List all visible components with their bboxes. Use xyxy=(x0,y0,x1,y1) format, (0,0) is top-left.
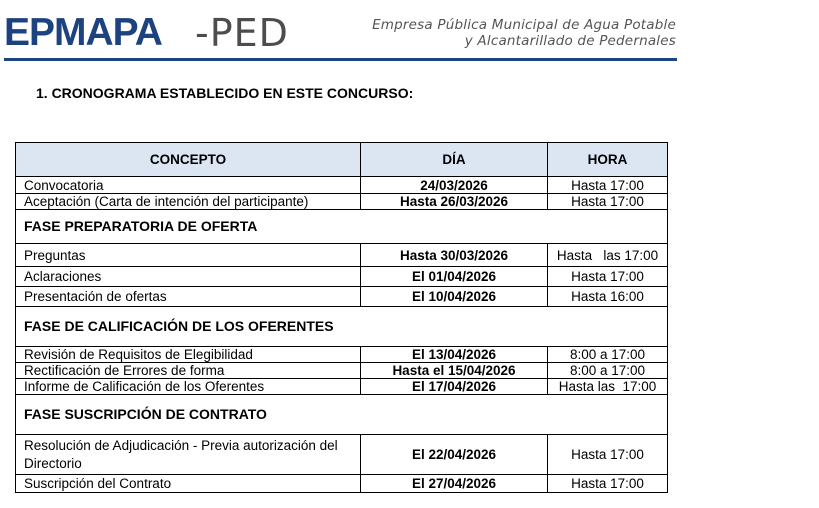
organization-name-line1: Empresa Pública Municipal de Agua Potable xyxy=(372,17,676,33)
day-cell: Hasta 30/03/2026 xyxy=(361,244,548,267)
table-row xyxy=(16,435,668,475)
table-row xyxy=(16,267,668,287)
phase-title: FASE PREPARATORIA DE OFERTA xyxy=(16,210,668,244)
organization-name-line2: y Alcantarillado de Pedernales xyxy=(464,33,676,49)
concept-cell: Rectificación de Errores de forma xyxy=(16,363,361,379)
logo-suffix: -PED xyxy=(195,11,289,55)
day-cell: El 27/04/2026 xyxy=(361,475,548,493)
concept-cell: Informe de Calificación de los Oferentes xyxy=(16,379,361,395)
column-header-day: DÍA xyxy=(361,143,548,177)
phase-title: FASE SUSCRIPCIÓN DE CONTRATO xyxy=(16,395,668,435)
phase-title: FASE DE CALIFICACIÓN DE LOS OFERENTES xyxy=(16,307,668,347)
time-cell: Hasta las 17:00 xyxy=(548,244,668,267)
organization-name xyxy=(372,17,676,49)
time-cell: Hasta 17:00 xyxy=(548,194,668,210)
concept-cell: Aclaraciones xyxy=(16,267,361,287)
time-cell: Hasta 16:00 xyxy=(548,287,668,307)
day-cell: El 13/04/2026 xyxy=(361,347,548,363)
table-row xyxy=(16,177,668,194)
concept-cell: Convocatoria xyxy=(16,177,361,194)
day-cell: El 01/04/2026 xyxy=(361,267,548,287)
phase-row xyxy=(16,307,668,347)
time-cell: Hasta las 17:00 xyxy=(548,379,668,395)
table-row xyxy=(16,363,668,379)
header-divider xyxy=(4,58,677,61)
table-row xyxy=(16,244,668,267)
column-header-time: HORA xyxy=(548,143,668,177)
time-cell: Hasta 17:00 xyxy=(548,435,668,475)
column-header-concept: CONCEPTO xyxy=(16,143,361,177)
day-cell: Hasta 26/03/2026 xyxy=(361,194,548,210)
table-row xyxy=(16,287,668,307)
day-cell: 24/03/2026 xyxy=(361,177,548,194)
concept-cell: Aceptación (Carta de intención del participante) xyxy=(16,194,361,210)
letterhead xyxy=(0,0,819,64)
time-cell: Hasta 17:00 xyxy=(548,267,668,287)
section-title: 1. CRONOGRAMA ESTABLECIDO EN ESTE CONCURSO: xyxy=(36,85,414,101)
day-cell: El 22/04/2026 xyxy=(361,435,548,475)
day-cell: El 10/04/2026 xyxy=(361,287,548,307)
time-cell: Hasta 17:00 xyxy=(548,177,668,194)
table-row xyxy=(16,475,668,493)
concept-cell: Presentación de ofertas xyxy=(16,287,361,307)
time-cell: 8:00 a 17:00 xyxy=(548,363,668,379)
table-header-row xyxy=(16,143,668,177)
table-row xyxy=(16,347,668,363)
day-cell: Hasta el 15/04/2026 xyxy=(361,363,548,379)
schedule-table xyxy=(15,142,668,493)
logo-wordmark: EPMAPA xyxy=(4,11,162,54)
time-cell: 8:00 a 17:00 xyxy=(548,347,668,363)
concept-cell: Suscripción del Contrato xyxy=(16,475,361,493)
concept-cell: Revisión de Requisitos de Elegibilidad xyxy=(16,347,361,363)
concept-cell: Preguntas xyxy=(16,244,361,267)
day-cell: El 17/04/2026 xyxy=(361,379,548,395)
table-row xyxy=(16,379,668,395)
concept-cell: Resolución de Adjudicación - Previa autorización del Directorio xyxy=(16,435,361,475)
table-row xyxy=(16,194,668,210)
phase-row xyxy=(16,395,668,435)
time-cell: Hasta 17:00 xyxy=(548,475,668,493)
phase-row xyxy=(16,210,668,244)
